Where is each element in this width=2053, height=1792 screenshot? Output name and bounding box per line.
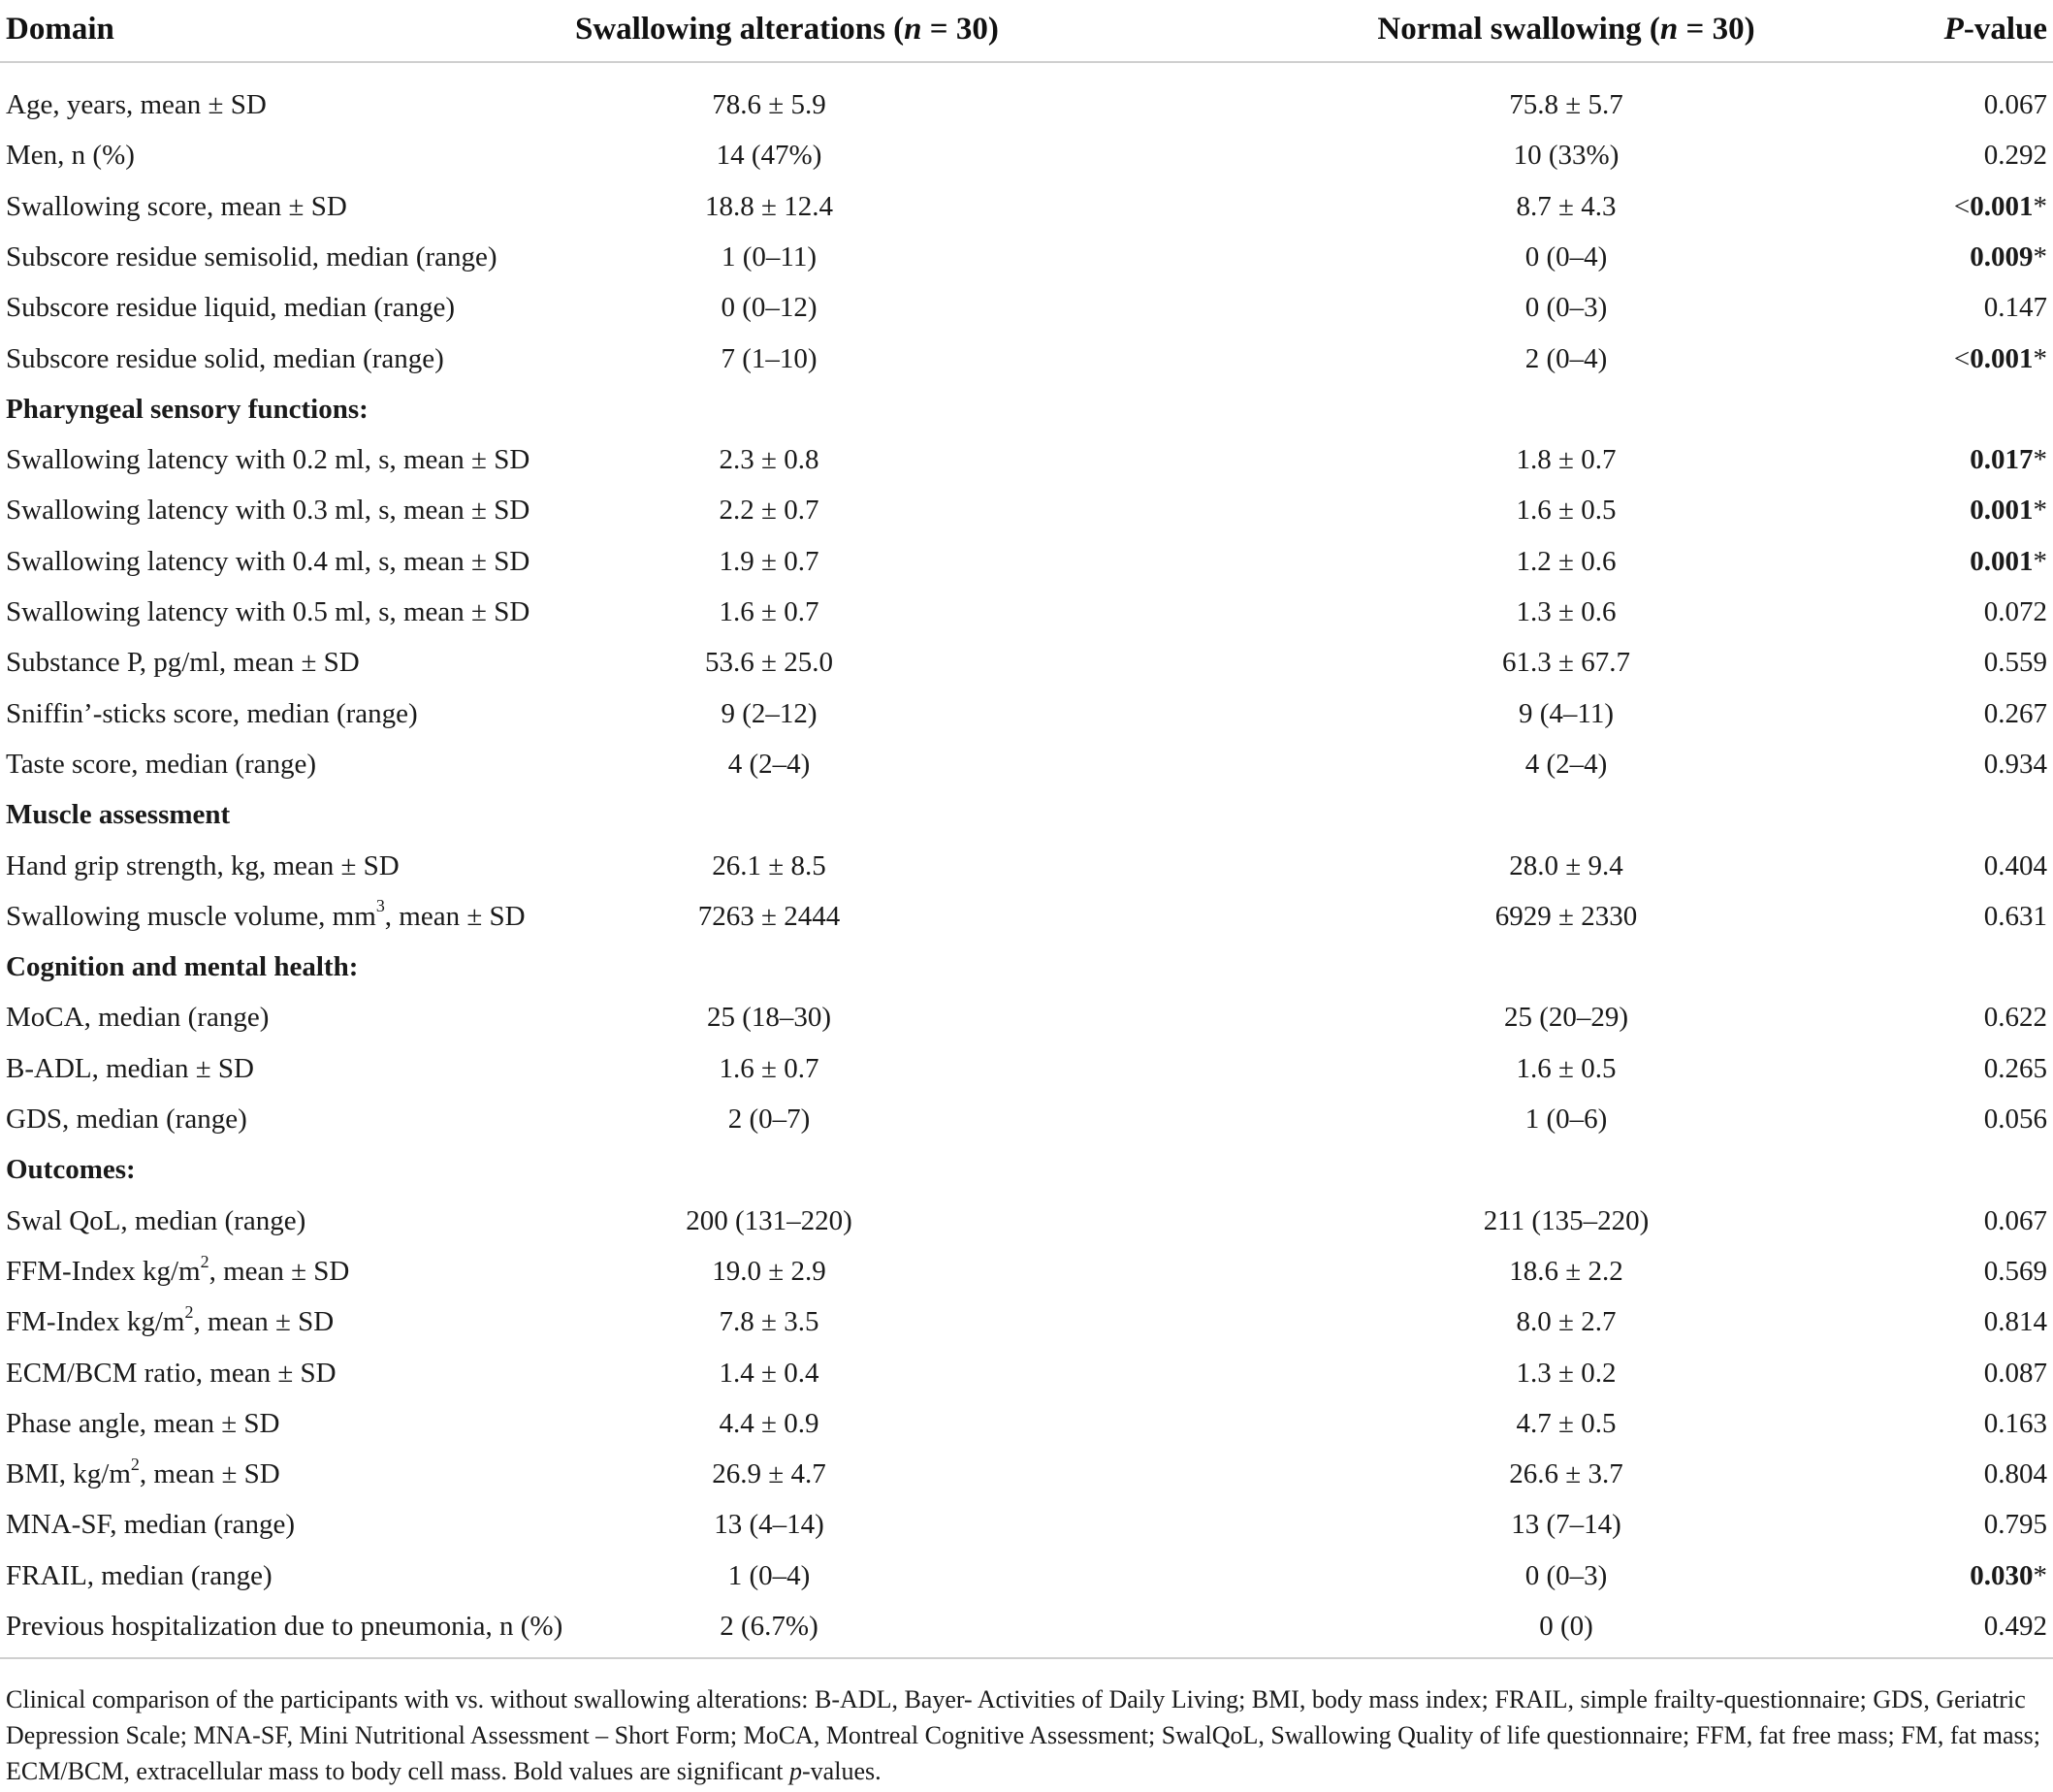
cell-normal-swallowing: 28.0 ± 9.4 xyxy=(1509,849,1623,881)
section-heading xyxy=(0,942,2053,992)
cell-swallowing-alterations: 1 (0–4) xyxy=(727,1559,811,1591)
table-row xyxy=(0,587,2053,637)
cell-p-value xyxy=(1984,637,2047,688)
cell-normal-swallowing: 1 (0–6) xyxy=(1524,1104,1608,1135)
cell-p-value xyxy=(1984,1449,2047,1499)
table-row xyxy=(0,1551,2053,1601)
p-value-number: 0.056 xyxy=(1983,1104,2047,1135)
p-value-number: 0.804 xyxy=(1983,1458,2047,1490)
row-label-text: FFM-Index kg/m xyxy=(6,1255,201,1287)
significance-marker: * xyxy=(2033,342,2047,374)
row-label xyxy=(6,181,347,232)
row-label-suffix: , mean ± SD xyxy=(209,1255,350,1287)
cell-swallowing-alterations: 26.9 ± 4.7 xyxy=(712,1458,826,1490)
section-heading xyxy=(0,384,2053,434)
header-p-value xyxy=(1944,0,2047,58)
p-value-number: 0.569 xyxy=(1983,1255,2047,1287)
header-alt-n: n xyxy=(904,12,922,47)
row-label-suffix: , mean ± SD xyxy=(139,1458,280,1490)
table-row xyxy=(0,1601,2053,1651)
cell-swallowing-alterations: 25 (18–30) xyxy=(706,1002,832,1034)
row-label-text: MoCA, median (range) xyxy=(6,1002,270,1034)
cell-swallowing-alterations: 4 (2–4) xyxy=(727,748,811,780)
row-label xyxy=(6,637,360,688)
table-row xyxy=(0,282,2053,333)
table-row xyxy=(0,1043,2053,1094)
header-rule xyxy=(0,61,2053,63)
cell-swallowing-alterations: 1 (0–11) xyxy=(722,240,817,272)
p-value-number: 0.147 xyxy=(1983,292,2047,324)
row-label xyxy=(6,1398,280,1449)
p-value-number: 0.622 xyxy=(1983,1002,2047,1034)
cell-swallowing-alterations: 200 (131–220) xyxy=(686,1204,852,1236)
row-label-superscript: 2 xyxy=(184,1301,194,1322)
row-label-text: Swallowing latency with 0.2 ml, s, mean ± SD xyxy=(6,444,530,476)
row-label xyxy=(6,1601,562,1651)
cell-swallowing-alterations: 1.9 ± 0.7 xyxy=(719,545,819,577)
row-label-text: Taste score, median (range) xyxy=(6,748,317,780)
row-label xyxy=(6,536,529,587)
p-value-number: 0.631 xyxy=(1983,900,2047,932)
row-label-text: Cognition and mental health: xyxy=(6,951,359,983)
row-label xyxy=(6,1196,305,1246)
p-value-number: 0.001 xyxy=(1970,342,2034,374)
p-value-number: 0.492 xyxy=(1983,1611,2047,1642)
cell-p-value xyxy=(1984,688,2047,739)
row-label xyxy=(6,485,529,535)
cell-normal-swallowing: 26.6 ± 3.7 xyxy=(1509,1458,1623,1490)
row-label xyxy=(6,992,269,1042)
cell-normal-swallowing: 4 (2–4) xyxy=(1524,748,1608,780)
table-row xyxy=(0,1398,2053,1449)
cell-normal-swallowing: 2 (0–4) xyxy=(1524,342,1608,374)
cell-swallowing-alterations: 2 (6.7%) xyxy=(720,1611,818,1642)
cell-p-value xyxy=(1970,434,2047,485)
table-caption xyxy=(6,1681,2047,1789)
row-label-text: Hand grip strength, kg, mean ± SD xyxy=(6,849,400,881)
cell-swallowing-alterations: 1.4 ± 0.4 xyxy=(719,1357,819,1389)
table-row xyxy=(0,334,2053,384)
header-norm-n-value: = 30) xyxy=(1678,12,1755,47)
row-label-suffix: , mean ± SD xyxy=(384,900,526,932)
table-row xyxy=(0,80,2053,130)
cell-swallowing-alterations: 4.4 ± 0.9 xyxy=(719,1407,819,1439)
row-label-text: FRAIL, median (range) xyxy=(6,1559,273,1591)
row-label-text: Subscore residue liquid, median (range) xyxy=(6,292,456,324)
cell-p-value xyxy=(1984,587,2047,637)
row-label-text: BMI, kg/m xyxy=(6,1458,131,1490)
cell-normal-swallowing: 1.6 ± 0.5 xyxy=(1516,495,1617,527)
p-value-number: 0.017 xyxy=(1970,444,2034,476)
cell-p-value xyxy=(1984,130,2047,180)
p-value-prefix: < xyxy=(1953,190,1971,222)
cell-normal-swallowing: 1.6 ± 0.5 xyxy=(1516,1052,1617,1084)
cell-p-value xyxy=(1984,1094,2047,1144)
row-label-text: Swallowing latency with 0.5 ml, s, mean ± SD xyxy=(6,596,530,627)
cell-normal-swallowing: 75.8 ± 5.7 xyxy=(1509,89,1623,120)
table-row xyxy=(0,130,2053,180)
p-value-number: 0.814 xyxy=(1983,1306,2047,1338)
cell-p-value xyxy=(1954,181,2047,232)
cell-normal-swallowing: 0 (0–4) xyxy=(1524,240,1608,272)
cell-swallowing-alterations: 7263 ± 2444 xyxy=(697,900,841,932)
p-value-number: 0.795 xyxy=(1983,1509,2047,1541)
row-label-suffix: , mean ± SD xyxy=(193,1306,335,1338)
table-row xyxy=(0,1499,2053,1550)
row-label xyxy=(6,1094,247,1144)
p-value-number: 0.265 xyxy=(1983,1052,2047,1084)
row-label-text: B-ADL, median ± SD xyxy=(6,1052,254,1084)
significance-marker: * xyxy=(2033,545,2047,577)
cell-swallowing-alterations: 7.8 ± 3.5 xyxy=(719,1306,819,1338)
p-value-number: 0.001 xyxy=(1970,190,2034,222)
cell-swallowing-alterations: 1.6 ± 0.7 xyxy=(719,596,819,627)
cell-swallowing-alterations: 19.0 ± 2.9 xyxy=(712,1255,826,1287)
table-row xyxy=(0,1094,2053,1144)
row-label-text: Subscore residue semisolid, median (range) xyxy=(6,240,497,272)
cell-swallowing-alterations: 2.3 ± 0.8 xyxy=(719,444,819,476)
p-value-number: 0.163 xyxy=(1983,1407,2047,1439)
cell-p-value xyxy=(1984,1196,2047,1246)
caption-text: Clinical comparison of the participants with vs. without swallowing alterations: B-ADL, Bayer- Activities of Daily Living; BMI, body mass index; FRAIL, simple frailty-questionnaire; GDS, Geriatric Depression Scale; MNA-SF, Mini Nutritional Assessment – Short Form; MoCA, Montreal Cognitive Assessment; SwalQoL, Swallowing Quality of life questionnaire; FFM, fat free mass; FM, fat mass; ECM/BCM, extracellular mass to body cell mass. Bold values are significant xyxy=(6,1685,2041,1785)
table-row xyxy=(0,1296,2053,1347)
cell-swallowing-alterations: 0 (0–12) xyxy=(721,292,818,324)
p-value-number: 0.087 xyxy=(1983,1357,2047,1389)
row-label xyxy=(6,334,444,384)
row-label xyxy=(6,1551,273,1601)
row-label-text: MNA-SF, median (range) xyxy=(6,1509,296,1541)
table-row xyxy=(0,992,2053,1042)
table-row xyxy=(0,1246,2053,1296)
cell-swallowing-alterations: 53.6 ± 25.0 xyxy=(705,647,833,679)
cell-p-value xyxy=(1984,739,2047,789)
cell-p-value xyxy=(1970,1551,2047,1601)
cell-normal-swallowing: 0 (0) xyxy=(1539,1611,1593,1642)
row-label-text: Age, years, mean ± SD xyxy=(6,89,267,120)
p-value-number: 0.404 xyxy=(1983,849,2047,881)
cell-normal-swallowing: 4.7 ± 0.5 xyxy=(1516,1407,1617,1439)
table-row xyxy=(0,637,2053,688)
cell-p-value xyxy=(1984,992,2047,1042)
bottom-rule xyxy=(0,1657,2053,1659)
cell-swallowing-alterations: 9 (2–12) xyxy=(721,697,818,729)
cell-p-value xyxy=(1970,536,2047,587)
header-norm-n: n xyxy=(1659,12,1679,47)
row-label xyxy=(6,232,497,282)
table-row xyxy=(0,434,2053,485)
cell-swallowing-alterations: 78.6 ± 5.9 xyxy=(712,89,826,120)
row-label xyxy=(6,1246,349,1296)
cell-normal-swallowing: 6929 ± 2330 xyxy=(1494,900,1638,932)
header-alt-n-value: = 30) xyxy=(921,12,999,47)
cell-swallowing-alterations: 2.2 ± 0.7 xyxy=(719,495,819,527)
p-value-number: 0.934 xyxy=(1983,748,2047,780)
cell-p-value xyxy=(1970,232,2047,282)
section-label xyxy=(6,1144,136,1195)
p-value-number: 0.292 xyxy=(1983,140,2047,172)
row-label xyxy=(6,282,455,333)
cell-normal-swallowing: 1.8 ± 0.7 xyxy=(1516,444,1617,476)
section-heading xyxy=(0,1144,2053,1195)
cell-p-value xyxy=(1984,1246,2047,1296)
row-label-text: Pharyngeal sensory functions: xyxy=(6,393,369,425)
p-value-number: 0.072 xyxy=(1983,596,2047,627)
cell-p-value xyxy=(1984,282,2047,333)
cell-swallowing-alterations: 26.1 ± 8.5 xyxy=(712,849,826,881)
row-label-superscript: 2 xyxy=(130,1454,140,1474)
row-label xyxy=(6,434,529,485)
p-value-number: 0.030 xyxy=(1970,1559,2034,1591)
cell-normal-swallowing: 13 (7–14) xyxy=(1511,1509,1621,1541)
row-label xyxy=(6,1499,295,1550)
table-row xyxy=(0,891,2053,942)
cell-normal-swallowing: 8.0 ± 2.7 xyxy=(1516,1306,1617,1338)
row-label-text: Subscore residue solid, median (range) xyxy=(6,342,444,374)
cell-normal-swallowing: 25 (20–29) xyxy=(1503,1002,1629,1034)
row-label xyxy=(6,841,400,891)
p-value-prefix: < xyxy=(1953,342,1971,374)
cell-p-value xyxy=(1984,1398,2047,1449)
cell-p-value xyxy=(1984,1601,2047,1651)
table-row xyxy=(0,1449,2053,1499)
cell-swallowing-alterations: 14 (47%) xyxy=(716,140,822,172)
cell-p-value xyxy=(1984,1499,2047,1550)
significance-marker: * xyxy=(2033,495,2047,527)
cell-p-value xyxy=(1984,891,2047,942)
row-label xyxy=(6,1296,334,1347)
cell-p-value xyxy=(1954,334,2047,384)
significance-marker: * xyxy=(2033,190,2047,222)
cell-p-value xyxy=(1984,1043,2047,1094)
p-value-number: 0.559 xyxy=(1983,647,2047,679)
table-row xyxy=(0,536,2053,587)
section-heading xyxy=(0,789,2053,840)
caption-end: -values. xyxy=(802,1757,882,1785)
cell-normal-swallowing: 9 (4–11) xyxy=(1519,697,1614,729)
row-label xyxy=(6,739,316,789)
header-norm-text: Normal swallowing ( xyxy=(1377,12,1660,47)
row-label xyxy=(6,1348,337,1398)
row-label-text: GDS, median (range) xyxy=(6,1104,247,1135)
header-normal-swallowing xyxy=(1372,0,1760,58)
cell-normal-swallowing: 61.3 ± 67.7 xyxy=(1502,647,1630,679)
row-label xyxy=(6,130,135,180)
header-p-italic: P xyxy=(1943,12,1964,47)
row-label-text: Swallowing muscle volume, mm xyxy=(6,900,376,932)
row-label xyxy=(6,587,529,637)
table-row xyxy=(0,485,2053,535)
cell-p-value xyxy=(1984,841,2047,891)
cell-swallowing-alterations: 7 (1–10) xyxy=(721,342,818,374)
row-label-text: Substance P, pg/ml, mean ± SD xyxy=(6,647,360,679)
cell-swallowing-alterations: 2 (0–7) xyxy=(727,1104,811,1135)
p-value-number: 0.001 xyxy=(1970,545,2034,577)
row-label-text: Muscle assessment xyxy=(6,799,231,831)
caption-italic-p: p xyxy=(789,1757,803,1785)
table-row xyxy=(0,181,2053,232)
row-label xyxy=(6,1449,280,1499)
cell-p-value xyxy=(1984,1348,2047,1398)
row-label-superscript: 3 xyxy=(375,896,385,916)
table-header xyxy=(0,0,2053,50)
cell-normal-swallowing: 10 (33%) xyxy=(1513,140,1620,172)
table-row xyxy=(0,232,2053,282)
p-value-number: 0.067 xyxy=(1983,1204,2047,1236)
p-value-number: 0.267 xyxy=(1983,697,2047,729)
significance-marker: * xyxy=(2033,444,2047,476)
cell-normal-swallowing: 0 (0–3) xyxy=(1524,1559,1608,1591)
section-label xyxy=(6,789,230,840)
table-row xyxy=(0,739,2053,789)
p-value-number: 0.067 xyxy=(1983,89,2047,120)
cell-swallowing-alterations: 1.6 ± 0.7 xyxy=(719,1052,819,1084)
table-row xyxy=(0,841,2053,891)
row-label-text: Men, n (%) xyxy=(6,140,135,172)
cell-p-value xyxy=(1970,485,2047,535)
row-label-text: Swallowing latency with 0.4 ml, s, mean ± SD xyxy=(6,545,530,577)
significance-marker: * xyxy=(2033,240,2047,272)
header-alt-text: Swallowing alterations ( xyxy=(575,12,905,47)
row-label xyxy=(6,891,526,942)
cell-swallowing-alterations: 13 (4–14) xyxy=(714,1509,824,1541)
row-label xyxy=(6,1043,254,1094)
cell-normal-swallowing: 211 (135–220) xyxy=(1483,1204,1650,1236)
row-label-text: Swallowing score, mean ± SD xyxy=(6,190,347,222)
row-label-text: ECM/BCM ratio, mean ± SD xyxy=(6,1357,337,1389)
row-label-text: Outcomes: xyxy=(6,1154,136,1186)
row-label xyxy=(6,80,267,130)
cell-p-value xyxy=(1984,80,2047,130)
cell-normal-swallowing: 1.3 ± 0.2 xyxy=(1516,1357,1617,1389)
section-label xyxy=(6,384,369,434)
cell-swallowing-alterations: 18.8 ± 12.4 xyxy=(705,190,833,222)
significance-marker: * xyxy=(2033,1559,2047,1591)
header-swallowing-alterations xyxy=(575,0,999,58)
section-label xyxy=(6,942,358,992)
table-row xyxy=(0,1348,2053,1398)
row-label-text: Phase angle, mean ± SD xyxy=(6,1407,280,1439)
header-p-rest: -value xyxy=(1963,12,2047,47)
row-label-text: Swal QoL, median (range) xyxy=(6,1204,306,1236)
row-label-text: Sniffin’-sticks score, median (range) xyxy=(6,697,418,729)
row-label-text: Previous hospitalization due to pneumonia, n (%) xyxy=(6,1611,563,1642)
table-row xyxy=(0,1196,2053,1246)
row-label-text: Swallowing latency with 0.3 ml, s, mean ± SD xyxy=(6,495,530,527)
cell-normal-swallowing: 18.6 ± 2.2 xyxy=(1509,1255,1623,1287)
cell-normal-swallowing: 0 (0–3) xyxy=(1524,292,1608,324)
p-value-number: 0.001 xyxy=(1970,495,2034,527)
cell-normal-swallowing: 1.2 ± 0.6 xyxy=(1516,545,1617,577)
row-label xyxy=(6,688,418,739)
table-row xyxy=(0,688,2053,739)
row-label-text: FM-Index kg/m xyxy=(6,1306,185,1338)
header-domain: Domain xyxy=(6,12,114,47)
cell-normal-swallowing: 8.7 ± 4.3 xyxy=(1516,190,1617,222)
cell-p-value xyxy=(1984,1296,2047,1347)
cell-normal-swallowing: 1.3 ± 0.6 xyxy=(1516,596,1617,627)
p-value-number: 0.009 xyxy=(1970,240,2034,272)
row-label-superscript: 2 xyxy=(200,1251,209,1271)
